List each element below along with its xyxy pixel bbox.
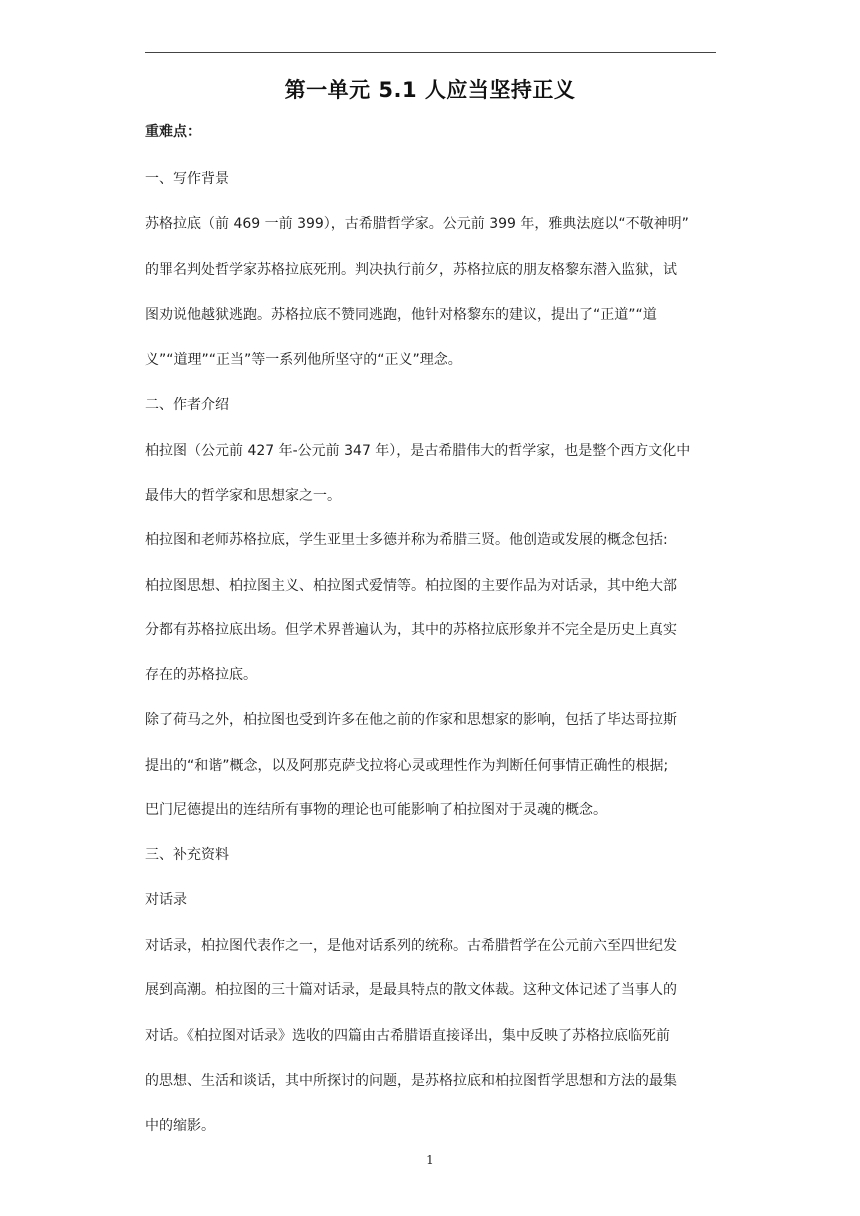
paragraph-line: 最伟大的哲学家和思想家之一。 xyxy=(145,488,341,504)
paragraph-line: 存在的苏格拉底。 xyxy=(145,667,257,683)
section-heading-author: 二、作者介绍 xyxy=(145,397,229,413)
paragraph-line: 柏拉图（公元前 427 年-公元前 347 年），是古希腊伟大的哲学家，也是整个西方文化中 xyxy=(145,443,691,459)
paragraph-line: 展到高潮。柏拉图的三十篇对话录，是最具特点的散文体裁。这种文体记述了当事人的 xyxy=(145,982,677,998)
paragraph-line: 中的缩影。 xyxy=(145,1118,215,1134)
subheading-dialogues: 对话录 xyxy=(145,892,187,908)
paragraph-line: 提出的“和谐”概念，以及阿那克萨戈拉将心灵或理性作为判断任何事情正确性的根据; xyxy=(145,758,669,774)
paragraph-line: 图劝说他越狱逃跑。苏格拉底不赞同逃跑，他针对格黎东的建议，提出了“正道”“道 xyxy=(145,307,657,323)
section-heading-key-points: 重难点： xyxy=(145,124,201,140)
paragraph-line: 柏拉图思想、柏拉图主义、柏拉图式爱情等。柏拉图的主要作品为对话录，其中绝大部 xyxy=(145,578,677,594)
paragraph-line: 苏格拉底（前 469 一前 399），古希腊哲学家。公元前 399 年，雅典法庭以“不敬神明” xyxy=(145,216,689,232)
paragraph-line: 分都有苏格拉底出场。但学术界普遍认为，其中的苏格拉底形象并不完全是历史上真实 xyxy=(145,622,677,638)
paragraph-line: 对话。《柏拉图对话录》选收的四篇由古希腊语直接译出，集中反映了苏格拉底临死前 xyxy=(145,1028,670,1044)
section-heading-supplementary: 三、补充资料 xyxy=(145,847,229,863)
paragraph-line: 的罪名判处哲学家苏格拉底死刑。判决执行前夕，苏格拉底的朋友格黎东潜入监狱，试 xyxy=(145,262,677,278)
paragraph-line: 巴门尼德提出的连结所有事物的理论也可能影响了柏拉图对于灵魂的概念。 xyxy=(145,802,607,818)
paragraph-line: 对话录，柏拉图代表作之一，是他对话系列的统称。古希腊哲学在公元前六至四世纪发 xyxy=(145,938,677,954)
paragraph-line: 的思想、生活和谈话，其中所探讨的问题，是苏格拉底和柏拉图哲学思想和方法的最集 xyxy=(145,1073,677,1089)
header-rule xyxy=(145,52,716,53)
page-number: 1 xyxy=(426,1153,434,1167)
paragraph-line: 除了荷马之外，柏拉图也受到许多在他之前的作家和思想家的影响，包括了毕达哥拉斯 xyxy=(145,712,677,728)
paragraph-line: 义”“道理”“正当”等一系列他所坚守的“正义”理念。 xyxy=(145,352,462,368)
paragraph-line: 柏拉图和老师苏格拉底，学生亚里士多德并称为希腊三贤。他创造或发展的概念包括: xyxy=(145,532,668,548)
section-heading-background: 一、写作背景 xyxy=(145,171,229,187)
document-title: 第一单元 5.1 人应当坚持正义 xyxy=(284,78,576,102)
